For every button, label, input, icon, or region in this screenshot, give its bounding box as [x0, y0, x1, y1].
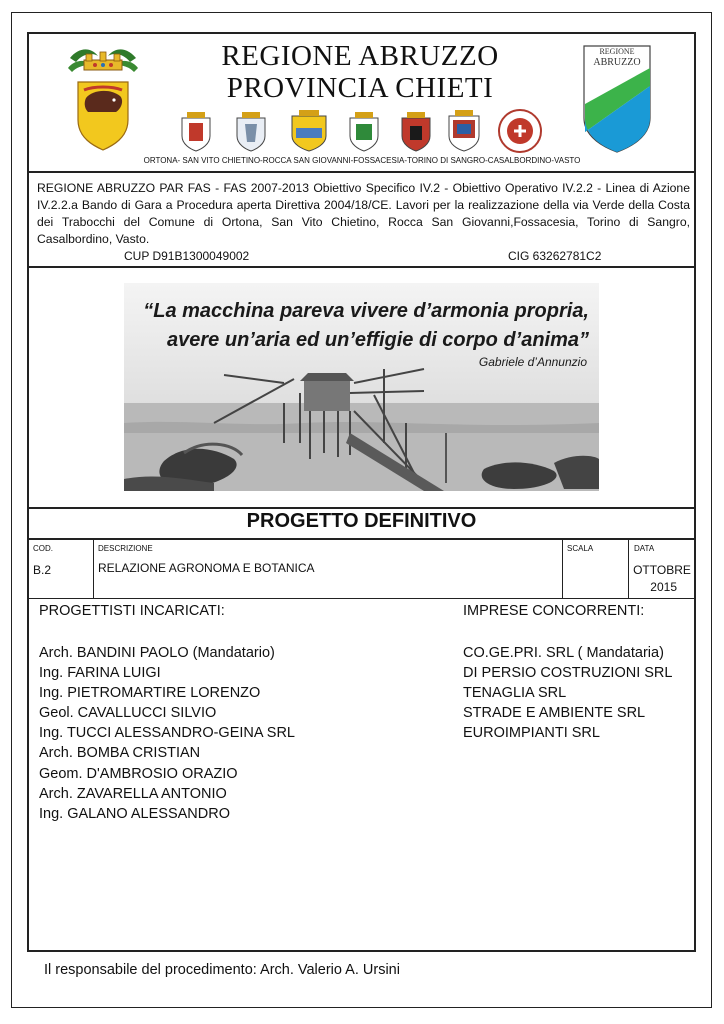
quote-line-1: “La macchina pareva vivere d’armonia propria, [143, 300, 589, 322]
region-logo-text-1: REGIONE [599, 47, 635, 56]
table-divider [93, 539, 94, 598]
list-item: Ing. TUCCI ALESSANDRO-GEINA SRL [39, 725, 295, 742]
responsible-person: Il responsabile del procedimento: Arch. Valerio A. Ursini [44, 962, 400, 978]
list-item: Ing. PIETROMARTIRE LORENZO [39, 685, 261, 702]
list-item: Geol. CAVALLUCCI SILVIO [39, 705, 217, 722]
towns-list: ORTONA- SAN VITO CHIETINO-ROCCA SAN GIOVANNI-FOSSACESIA-TORINO DI SANGRO-CASALBORDINO-VASTO [143, 156, 581, 165]
quote-line-2: avere un’aria ed un’effigie di corpo d’anima” [167, 329, 589, 351]
trabocco-photo [124, 283, 599, 491]
municipal-crest-icon [443, 108, 485, 152]
scale-label: SCALA [567, 544, 594, 553]
list-item: EUROIMPIANTI SRL [463, 725, 600, 742]
list-item: Ing. GALANO ALESSANDRO [39, 805, 230, 822]
description-label: DESCRIZIONE [98, 544, 153, 553]
quote-text [143, 297, 589, 355]
date-value [631, 562, 693, 596]
cod-label: COD. [33, 544, 53, 553]
description-value: RELAZIONE AGRONOMA E BOTANICA [98, 561, 315, 575]
region-title: REGIONE ABRUZZO [221, 40, 499, 72]
municipal-crest-icon [344, 110, 384, 152]
list-item: Arch. BANDINI PAOLO (Mandatario) [39, 645, 275, 661]
list-item: Ing. FARINA LUIGI [39, 665, 161, 682]
designers-list [39, 643, 295, 824]
divider [27, 507, 696, 509]
list-item: STRADE E AMBIENTE SRL [463, 705, 646, 722]
companies-list [463, 643, 672, 743]
cod-value: B.2 [33, 563, 52, 577]
table-divider [562, 539, 563, 598]
date-month: OTTOBRE [633, 563, 691, 577]
divider [27, 266, 696, 268]
divider [27, 538, 696, 540]
quote-author: Gabriele d’Annunzio [478, 355, 587, 369]
designers-heading: PROGETTISTI INCARICATI: [39, 603, 225, 619]
municipal-crest-icon [176, 110, 216, 152]
date-year: 2015 [650, 580, 677, 594]
region-logo-text-2: ABRUZZO [593, 57, 641, 68]
list-item: Geom. D'AMBROSIO ORAZIO [39, 765, 238, 782]
municipal-crest-icon [286, 108, 332, 152]
province-coat-of-arms-icon [64, 42, 142, 154]
list-item: CO.GE.PRI. SRL ( Mandataria) [463, 645, 664, 661]
municipal-crest-icon [396, 110, 436, 152]
list-item: DI PERSIO COSTRUZIONI SRL [463, 665, 673, 682]
municipal-crest-icon [497, 108, 543, 154]
cup-code: CUP D91B1300049002 [124, 249, 250, 263]
companies-heading: IMPRESE CONCORRENTI: [463, 603, 645, 619]
table-divider [628, 539, 629, 598]
region-abruzzo-logo-icon [582, 44, 652, 154]
municipal-crest-icon [231, 110, 271, 152]
project-title: PROGETTO DEFINITIVO [246, 510, 477, 532]
divider [27, 171, 696, 173]
cig-code: CIG 63262781C2 [508, 249, 602, 263]
list-item: Arch. ZAVARELLA ANTONIO [39, 785, 227, 802]
divider [27, 598, 696, 599]
intro-text: REGIONE ABRUZZO PAR FAS - FAS 2007-2013 Obiettivo Specifico IV.2 - Obiettivo Operativo IV.2.2 - Linea di Azione IV.2.2.a Bando di Gara a Procedura aperta Direttiva 2004/18/CE. Lavori per la realizzazione della via Verde della Costa dei Trabocchi del Comune di Ortona, San Vito Chietino, Rocca San Giovanni,Fossacesia, Torino di Sangro, Casalbordino, Vasto. [37, 181, 690, 246]
list-item: Arch. BOMBA CRISTIAN [39, 745, 201, 762]
date-label: DATA [634, 544, 655, 553]
province-title: PROVINCIA CHIETI [226, 72, 494, 104]
list-item: TENAGLIA SRL [463, 685, 567, 702]
